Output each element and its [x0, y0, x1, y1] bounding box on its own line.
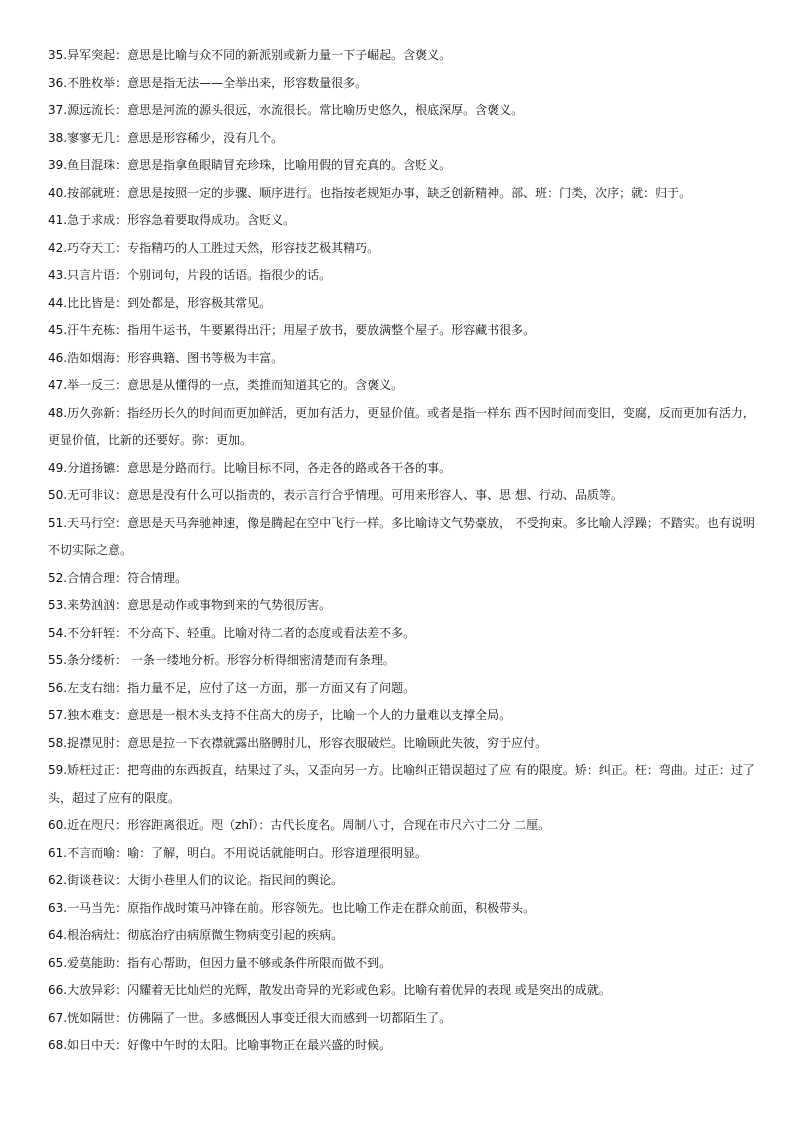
idiom-entry-41: 41.急于求成：形容急着要取得成功。含贬义。 — [48, 213, 296, 227]
idiom-entry-60: 60.近在咫尺：形容距离很近。咫（zhǐ）：古代长度名。周制八寸，合现在市尺六寸二分 二厘。 — [48, 818, 551, 832]
idiom-entry-56: 56.左支右绌：指力量不足，应付了这一方面，那一方面又有了问题。 — [48, 680, 416, 695]
idiom-entry-35: 35.异军突起：意思是比喻与众不同的新派别或新力量一下子崛起。含褒义。 — [48, 48, 452, 62]
idiom-entry-66: 66.大放异彩：闪耀着无比灿烂的光辉，散发出奇异的光彩或色彩。比喻有着优异的表现 或是突出的成就。 — [48, 983, 611, 997]
idiom-entry-63: 63.一马当先：原指作战时策马冲锋在前。形容领先。也比喻工作走在群众前面，积极带头。 — [48, 900, 536, 915]
idiom-entry-43: 43.只言片语：个别词句，片段的话语。指很少的话。 — [48, 268, 332, 282]
idiom-entry-59: 59.矫枉过正：把弯曲的东西扳直，结果过了头，又歪向另一方。比喻纠正错误超过了应 有的限度。矫：纠正。枉：弯曲。过正：过了头，超过了应有的限度。 — [48, 763, 755, 805]
idiom-entry-47: 47.举一反三：意思是从懂得的一点，类推而知道其它的。含褒义。 — [48, 378, 404, 392]
idiom-entry-39: 39.鱼目混珠：意思是指拿鱼眼睛冒充珍珠，比喻用假的冒充真的。含贬义。 — [48, 158, 452, 172]
idiom-entry-48: 48.历久弥新：指经历长久的时间而更加鲜活，更加有活力，更显价值。或者是指一样东 西不因时间而变旧，变腐，反而更加有活力，更显价值，比新的还要好。弥：更加。 — [48, 405, 755, 447]
idiom-entry-54: 54.不分轩轾：不分高下、轻重。比喻对待二者的态度或看法差不多。 — [48, 625, 416, 640]
idiom-entry-51: 51.天马行空：意思是天马奔驰神速，像是腾起在空中飞行一样。多比喻诗文气势豪放， 不受拘束。多比喻人浮躁；不踏实。也有说明不切实际之意。 — [48, 515, 755, 557]
idiom-entry-38: 38.寥寥无几：意思是形容稀少，没有几个。 — [48, 130, 284, 145]
idiom-entry-65: 65.爱莫能助：指有心帮助，但因力量不够或条件所限而做不到。 — [48, 955, 392, 970]
idiom-entry-44: 44.比比皆是：到处都是，形容极其常见。 — [48, 295, 272, 310]
idiom-entry-61: 61.不言而喻：喻：了解，明白。不用说话就能明白。形容道理很明显。 — [48, 845, 428, 860]
idiom-entry-50: 50.无可非议：意思是没有什么可以指责的，表示言行合乎情理。可用来形容人、事、思 想、行动、品质等。 — [48, 488, 623, 502]
idiom-entry-62: 62.街谈巷议：大街小巷里人们的议论。指民间的舆论。 — [48, 873, 344, 887]
idiom-entry-64: 64.根治病灶：彻底治疗由病原微生物病变引起的疾病。 — [48, 928, 344, 942]
idiom-entry-52: 52.合情合理：符合情理。 — [48, 570, 188, 585]
idiom-entry-46: 46.浩如烟海：形容典籍、图书等极为丰富。 — [48, 350, 284, 365]
idiom-entry-40: 40.按部就班：意思是按照一定的步骤、顺序进行。也指按老规矩办事，缺乏创新精神。部、班：门类，次序；就：归于。 — [48, 185, 692, 200]
idiom-entry-45: 45.汗牛充栋：指用牛运书，牛要累得出汗；用屋子放书，要放满整个屋子。形容藏书很多。 — [48, 323, 536, 337]
idiom-entry-49: 49.分道扬镳：意思是分路而行。比喻目标不同，各走各的路或各干各的事。 — [48, 460, 452, 475]
idiom-entry-58: 58.捉襟见肘：意思是拉一下衣襟就露出胳膊肘儿，形容衣服破烂。比喻顾此失彼，穷于应付。 — [48, 735, 548, 750]
idiom-entry-53: 53.来势汹汹：意思是动作或事物到来的气势很厉害。 — [48, 598, 332, 612]
idiom-entry-57: 57.独木难支：意思是一根木头支持不住高大的房子，比喻一个人的力量难以支撑全局。 — [48, 708, 512, 722]
idiom-entry-55: 55.条分缕析： 一条一缕地分析。形容分析得细密清楚而有条理。 — [48, 653, 395, 667]
idiom-entry-42: 42.巧夺天工：专指精巧的人工胜过天然，形容技艺极其精巧。 — [48, 240, 380, 255]
idiom-entry-36: 36.不胜枚举：意思是指无法——全举出来，形容数量很多。 — [48, 75, 368, 90]
idiom-entry-37: 37.源远流长：意思是河流的源头很远，水流很长。常比喻历史悠久，根底深厚。含褒义。 — [48, 103, 524, 117]
idiom-entry-68: 68.如日中天：好像中午时的太阳。比喻事物正在最兴盛的时候。 — [48, 1038, 392, 1052]
idiom-entry-67: 67.恍如隔世：仿佛隔了一世。多感慨因人事变迁很大而感到一切都陌生了。 — [48, 1010, 452, 1025]
